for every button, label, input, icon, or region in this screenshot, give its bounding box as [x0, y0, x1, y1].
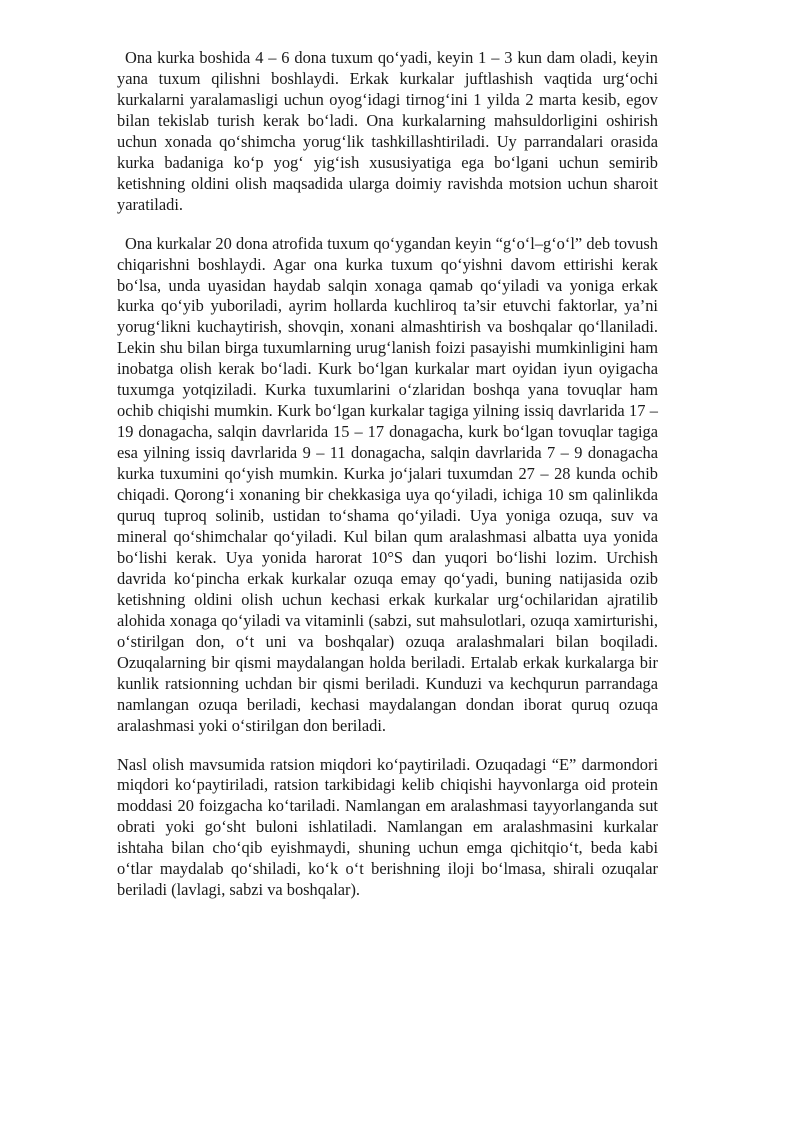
paragraph-1: Ona kurka boshida 4 – 6 dona tuxum qo‘yadi, keyin 1 – 3 kun dam oladi, keyin yana tuxum qilishni boshlaydi. Erkak kurkalar juftlashish vaqtida urg‘ochi kurkalarni yaralamasligi uchun oyog‘idagi tirnog‘ini 1 yilda 2 marta kesib, egov bilan tekislab turish kerak bo‘ladi. Ona kurkalarning mahsuldorligini oshirish uchun xonada qo‘shimcha yorug‘lik tashkillashtiriladi. Uy parrandalari orasida kurka badaniga ko‘p yog‘ yig‘ish xususiyatiga ega bo‘lgani uchun semirib ketishning oldini olish maqsadida ularga doimiy ravishda motsion uchun sharoit yaratiladi.	[117, 48, 658, 214]
paragraph-3: Nasl olish mavsumida ratsion miqdori ko‘paytiriladi. Ozuqadagi “E” darmondori miqdori ko‘paytiriladi, ratsion tarkibidagi kelib chiqishi hayvonlarga oid protein moddasi 20 foizgacha ko‘tariladi. Namlangan em aralashmasi tayyorlanganda sut obrati yoki go‘sht buloni ishlatiladi. Namlangan em aralashmasini kurkalar ishtaha bilan cho‘qib eyishmaydi, shuning uchun emga qichitqio‘t, beda kabi o‘tlar maydalab qo‘shiladi, ko‘k o‘t berishning iloji bo‘lmasa, shirali ozuqalar beriladi (lavlagi, sabzi va boshqalar).	[117, 754, 658, 900]
document-page	[117, 48, 658, 901]
paragraph-2: Ona kurkalar 20 dona atrofida tuxum qo‘ygandan keyin “g‘o‘l–g‘o‘l” deb tovush chiqarishni boshlaydi. Agar ona kurka tuxum qo‘yishni davom ettirishi kerak bo‘lsa, unda uyasidan haydab salqin xonaga qamab qo‘yiladi va yoniga erkak kurka qo‘yib yuboriladi, ayrim hollarda kuchliroq ta’sir etuvchi faktorlar, ya’ni yorug‘likni kuchaytirish, shovqin, xonani almashtirish va boshqalar qo‘llaniladi. Lekin shu bilan birga tuxumlarning urug‘lanish foizi pasayishi mumkinligini ham inobatga olish kerak bo‘ladi. Kurk bo‘lgan kurkalar mart oyidan iyun oyigacha tuxumga yotqiziladi. Kurka tuxumlarini o‘zlaridan boshqa yana tovuqlar ham ochib chiqishi mumkin. Kurk bo‘lgan kurkalar tagiga yilning issiq davrlarida 17 – 19 donagacha, salqin davrlarida 15 – 17 donagacha, kurk bo‘lgan tovuqlar tagiga esa yilning issiq davrlarida 9 – 11 donagacha, salqin davrlarida 7 – 9 donagacha kurka tuxumini qo‘yish mumkin. Kurka jo‘jalari tuxumdan 27 – 28 kunda ochib chiqadi. Qorong‘i xonaning bir chekkasiga uya qo‘yiladi, ichiga 10 sm qalinlikda quruq tuproq solinib, ustidan to‘shama qo‘yiladi. Uya yoniga ozuqa, suv va mineral qo‘shimchalar qo‘yiladi. Kul bilan qum aralashmasi albatta uya yonida bo‘lishi kerak. Uya yonida harorat 10°S dan yuqori bo‘lishi lozim. Urchish davrida ko‘pincha erkak kurkalar ozuqa emay qo‘yadi, buning natijasida ozib ketishning oldini olish uchun kechasi erkak kurkalar urg‘ochilaridan ajratilib alohida xonaga qo‘yiladi va vitaminli (sabzi, sut mahsulotlari, ozuqa xamirturishi, o‘stirilgan don, o‘t uni va boshqalar) ozuqa aralashmalari bilan boqiladi. Ozuqalarning bir qismi maydalangan holda beriladi. Ertalab erkak kurkalarga bir kunlik ratsionning uchdan bir qismi beriladi. Kunduzi va kechqurun parrandaga namlangan ozuqa beriladi, kechasi maydalangan dondan iborat quruq ozuqa aralashmasi yoki o‘stirilgan don beriladi.	[117, 233, 658, 735]
